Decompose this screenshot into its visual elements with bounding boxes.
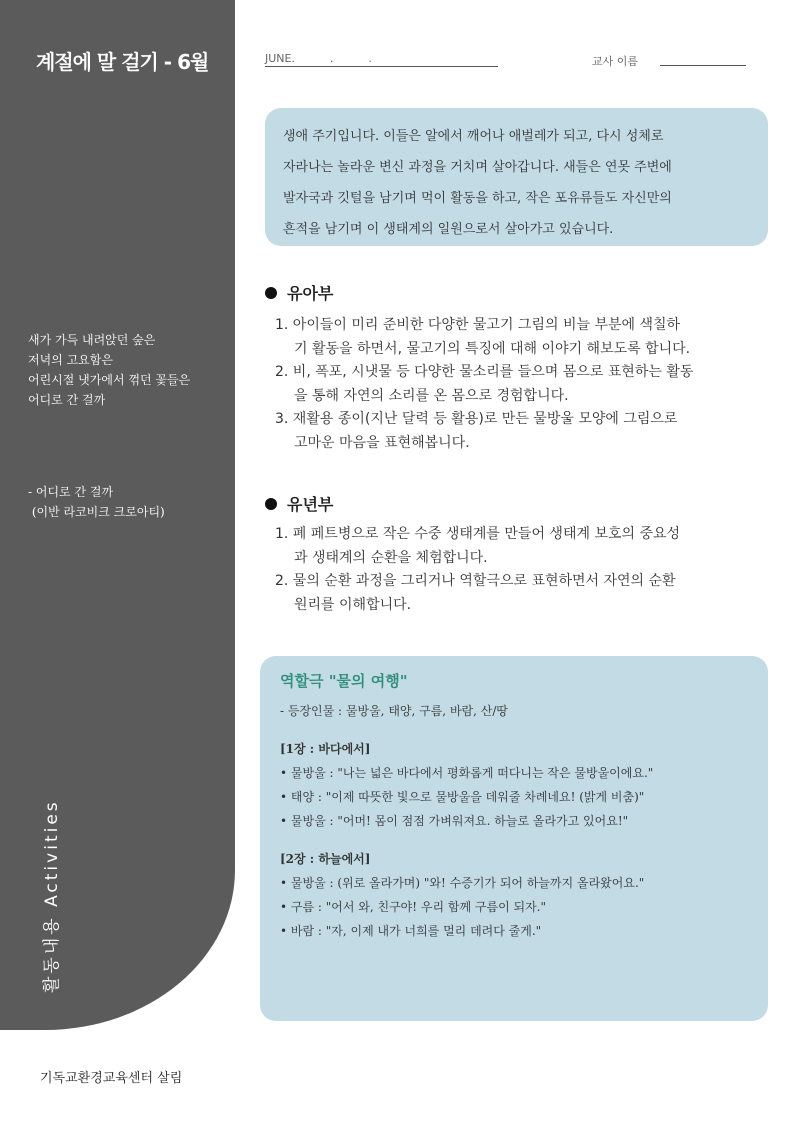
poem-credit <box>28 482 165 522</box>
poem-line: 어린시절 냇가에서 꺾던 꽃들은 <box>28 373 191 387</box>
intro-line: 생애 주기입니다. 이들은 알에서 깨어나 애벌레가 되고, 다시 성체로 <box>283 129 664 144</box>
scene-line: • 물방울 : "어머! 몸이 점점 가벼워져요. 하늘로 올라가고 있어요!" <box>280 814 629 828</box>
infant-heading-text: 유아부 <box>287 284 334 303</box>
page-title: 계절에 말 걸기 - 6월 <box>36 50 209 74</box>
scene-title: [1장 : 바다에서] <box>280 742 371 756</box>
list-item: 3. 재활용 종이(지난 달력 등 활용)로 만든 물방울 모양에 그림으로 <box>275 411 678 427</box>
poem-credit-title: - 어디로 간 걸까 <box>28 485 114 499</box>
bullet-icon <box>265 287 277 299</box>
scene-title: [2장 : 하늘에서] <box>280 852 371 866</box>
list-item: 2. 물의 순환 과정을 그리거나 역할극으로 표현하면서 자연의 순환 <box>275 573 676 589</box>
list-item: 2. 비, 폭포, 시냇물 등 다양한 물소리를 들으며 몸으로 표현하는 활동 <box>275 364 694 380</box>
poem <box>28 330 190 410</box>
poem-line: 어디로 간 걸까 <box>28 393 106 407</box>
roleplay-box <box>260 656 768 1021</box>
list-item: 1. 폐 페트병으로 작은 수중 생태계를 만들어 생태계 보호의 중요성 <box>275 526 681 542</box>
bullet-icon <box>265 498 277 510</box>
poem-line: 저녁의 고요함은 <box>28 353 113 367</box>
intro-box <box>265 108 768 246</box>
intro-line: 발자국과 깃털을 남기며 먹이 활동을 하고, 작은 포유류들도 자신만의 <box>283 191 672 206</box>
poem-credit-author: (이반 라코비크 크로아티) <box>28 505 165 519</box>
footer-org: 기독교환경교육센터 살림 <box>40 1071 183 1086</box>
list-item-cont: 원리를 이해합니다. <box>294 596 412 613</box>
infant-list <box>275 314 693 455</box>
list-item-cont: 기 활동을 하면서, 물고기의 특징에 대해 이야기 해보도록 합니다. <box>294 340 691 357</box>
sidebar <box>0 0 235 1030</box>
scene-line: • 구름 : "어서 와, 친구야! 우리 함께 구름이 되자." <box>280 900 547 914</box>
activities-vertical-label: 활동내용 Activities <box>42 799 62 993</box>
list-item-cont: 고마운 마음을 표현해봅니다. <box>294 434 470 451</box>
scene-line: • 물방울 : (위로 올라가며) "와! 수증기가 되어 하늘까지 올라왔어요." <box>280 876 645 890</box>
scene-line: • 물방울 : "나는 넓은 바다에서 평화롭게 떠다니는 작은 물방울이에요." <box>280 766 654 780</box>
date-field: JUNE. . . <box>265 52 498 67</box>
teacher-name-line <box>660 65 746 66</box>
list-item-cont: 과 생태계의 순환을 체험합니다. <box>294 549 488 566</box>
list-item: 1. 아이들이 미리 준비한 다양한 물고기 그림의 비늘 부분에 색칠하 <box>275 317 681 333</box>
teacher-label: 교사 이름 <box>592 55 639 68</box>
youth-heading-text: 유년부 <box>287 495 334 514</box>
youth-heading <box>265 492 333 515</box>
poem-line: 새가 가득 내려앉던 숲은 <box>28 333 156 347</box>
intro-line: 흔적을 남기며 이 생태계의 일원으로서 살아가고 있습니다. <box>283 222 614 237</box>
roleplay-cast: - 등장인물 : 물방울, 태양, 구름, 바람, 산/땅 <box>280 704 508 718</box>
intro-line: 자라나는 놀라운 변신 과정을 거치며 살아갑니다. 새들은 연못 주변에 <box>283 160 672 175</box>
scene-line: • 태양 : "이제 따뜻한 빛으로 물방울을 데워줄 차례네요! (밝게 비춤)" <box>280 790 645 804</box>
scene-line: • 바람 : "자, 이제 내가 너희를 멀리 데려다 줄게." <box>280 924 542 938</box>
youth-list <box>275 523 680 617</box>
list-item-cont: 을 통해 자연의 소리를 온 몸으로 경험합니다. <box>294 387 569 404</box>
infant-heading <box>265 281 333 304</box>
roleplay-title: 역할극 "물의 여행" <box>280 672 408 690</box>
